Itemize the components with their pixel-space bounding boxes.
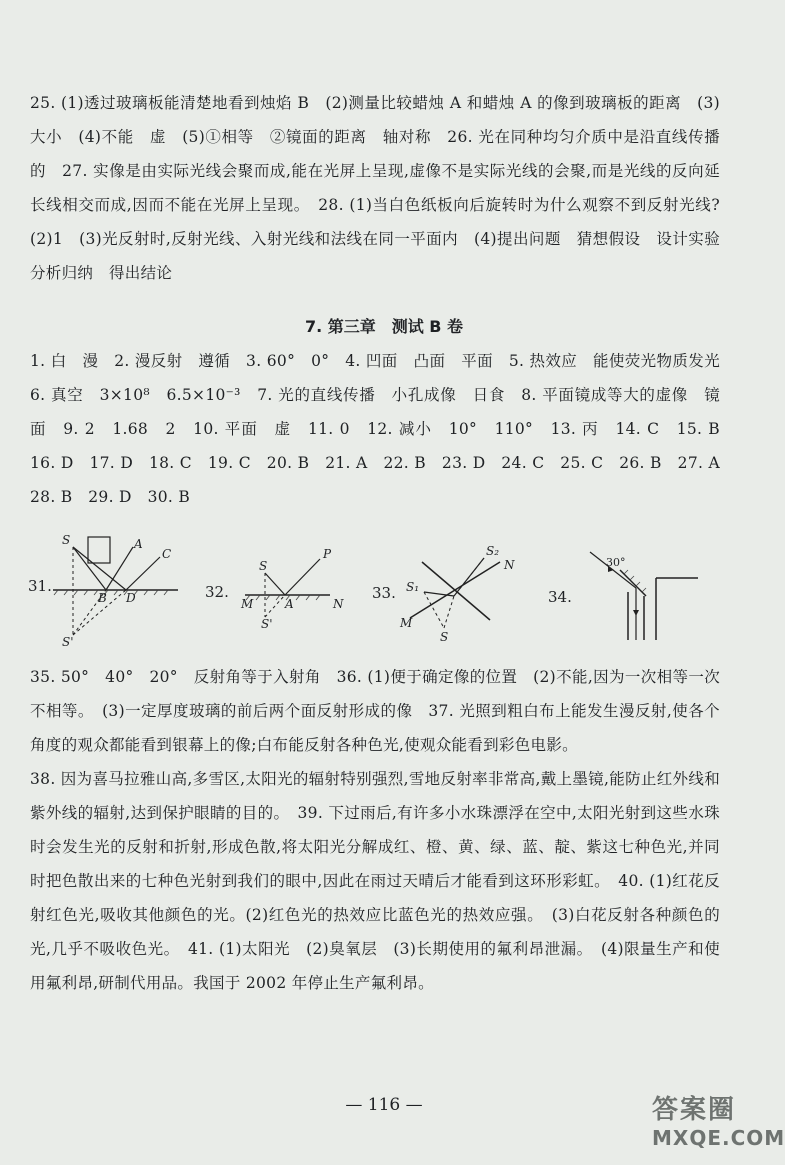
answers-chapter-2-end: 25. (1)透过玻璃板能清楚地看到烛焰 B (2)测量比较蜡烛 A 和蜡烛 A 的像到玻璃板的距离 (3)大小 (4)不能 虚 (5)①相等 ②镜面的距离 轴对称 26. 光在同种均匀介质中是沿直线传播的 27. 实像是由实际光线会聚而成,能在光屏上呈现,虚像不是实际光线的会聚,而是光线的反向延长线相交而成,因而不能在光屏上呈现。 28. (1)当白色纸板向后旋转时为什么观察不到反射光线? (2)1 (3)光反射时,反射光线、入射光线和法线在同一平面内 (4)提出问题 猜想假设 设计实验 分析归纳 得出结论 <box>30 94 736 282</box>
diagram-33-label-m: M <box>400 616 413 630</box>
diagram-31-label-b: B <box>98 591 107 605</box>
diagram-33-label-s: S <box>440 630 449 644</box>
diagram-31-label-a: A <box>134 537 143 551</box>
diagram-34-number: 34. <box>548 588 572 606</box>
diagram-32-label-s-prime: S' <box>261 617 273 631</box>
diagram-32-label-p: P <box>323 547 332 561</box>
diagram-31-number: 31. <box>28 577 52 595</box>
diagram-33 <box>372 540 532 650</box>
watermark-text-en: MXQE.COM <box>652 1126 785 1150</box>
watermark-text-cn: 答案圈 <box>652 1095 737 1125</box>
diagram-31-label-s: S <box>62 533 71 547</box>
answers-35-37: 35. 50° 40° 20° 反射角等于入射角 36. (1)便于确定像的位置 (2)不能,因为一次相等一次不相等。 (3)一定厚度玻璃的前后两个面反射形成的像 37. 光照到粗白布上能发生漫反射,使各个角度的观众都能看到银幕上的像;白布能反射各种色光,使观众能看到彩色电影。 <box>30 668 720 754</box>
diagram-31-label-s-prime: S' <box>62 635 74 649</box>
diagram-32 <box>205 545 355 645</box>
diagram-32-number: 32. <box>205 583 229 601</box>
diagram-32-label-a: A <box>285 597 294 611</box>
diagram-34-angle-label: 30° <box>606 556 626 569</box>
answers-1-30: 1. 白 漫 2. 漫反射 遵循 3. 60° 0° 4. 凹面 凸面 平面 5. 热效应 能使荧光物质发光 6. 真空 3×10⁸ 6.5×10⁻³ 7. 光的直线传播 小孔成像 日食 8. 平面镜成等大的虚像 镜面 9. 2 1.68 2 10. 平面 虚 11. 0 12. 减小 10° 110° 13. 丙 14. C 15. B 16. D 17. D 18. C 19. C 20. B 21. A 22. B 23. D 24. C 25. C 26. B 27. A 28. B 29. D 30. B <box>30 352 736 506</box>
diagram-31-label-c: C <box>162 547 172 561</box>
diagram-32-label-n: N <box>333 597 344 611</box>
diagram-32-label-m: M <box>241 597 254 611</box>
diagram-33-number: 33. <box>372 584 396 602</box>
diagram-31 <box>28 535 188 655</box>
page-number: — 116 — <box>345 1095 423 1115</box>
diagram-34 <box>548 548 718 648</box>
diagram-33-label-s2: S₂ <box>486 544 500 558</box>
diagram-31-label-d: D <box>126 591 136 605</box>
section-heading: 7. 第三章 测试 B 卷 <box>304 317 464 336</box>
answers-38-41: 38. 因为喜马拉雅山高,多雪区,太阳光的辐射特别强烈,雪地反射率非常高,戴上墨镜,能防止红外线和紫外线的辐射,达到保护眼睛的目的。 39. 下过雨后,有许多小水珠漂浮在空中,太阳光射到这些水珠时会发生光的反射和折射,形成色散,将太阳光分解成红、橙、黄、绿、蓝、靛、紫这七种色光,并同时把色散出来的七种色光射到我们的眼中,因此在雨过天晴后才能看到这环形彩虹。 40. (1)红花反射红色光,吸收其他颜色的光。(2)红色光的热效应比蓝色光的热效应强。 (3)白花反射各种颜色的光,几乎不吸收色光。 41. (1)太阳光 (2)臭氧层 (3)长期使用的氟利昂泄漏。 (4)限量生产和使用氟利昂,研制代用品。我国于 2002 年停止生产氟利昂。 <box>30 770 720 992</box>
diagram-33-label-n: N <box>504 558 515 572</box>
watermark-logo <box>652 1089 785 1159</box>
diagram-33-label-s1: S₁ <box>406 580 420 594</box>
diagram-32-label-s: S <box>259 559 268 573</box>
